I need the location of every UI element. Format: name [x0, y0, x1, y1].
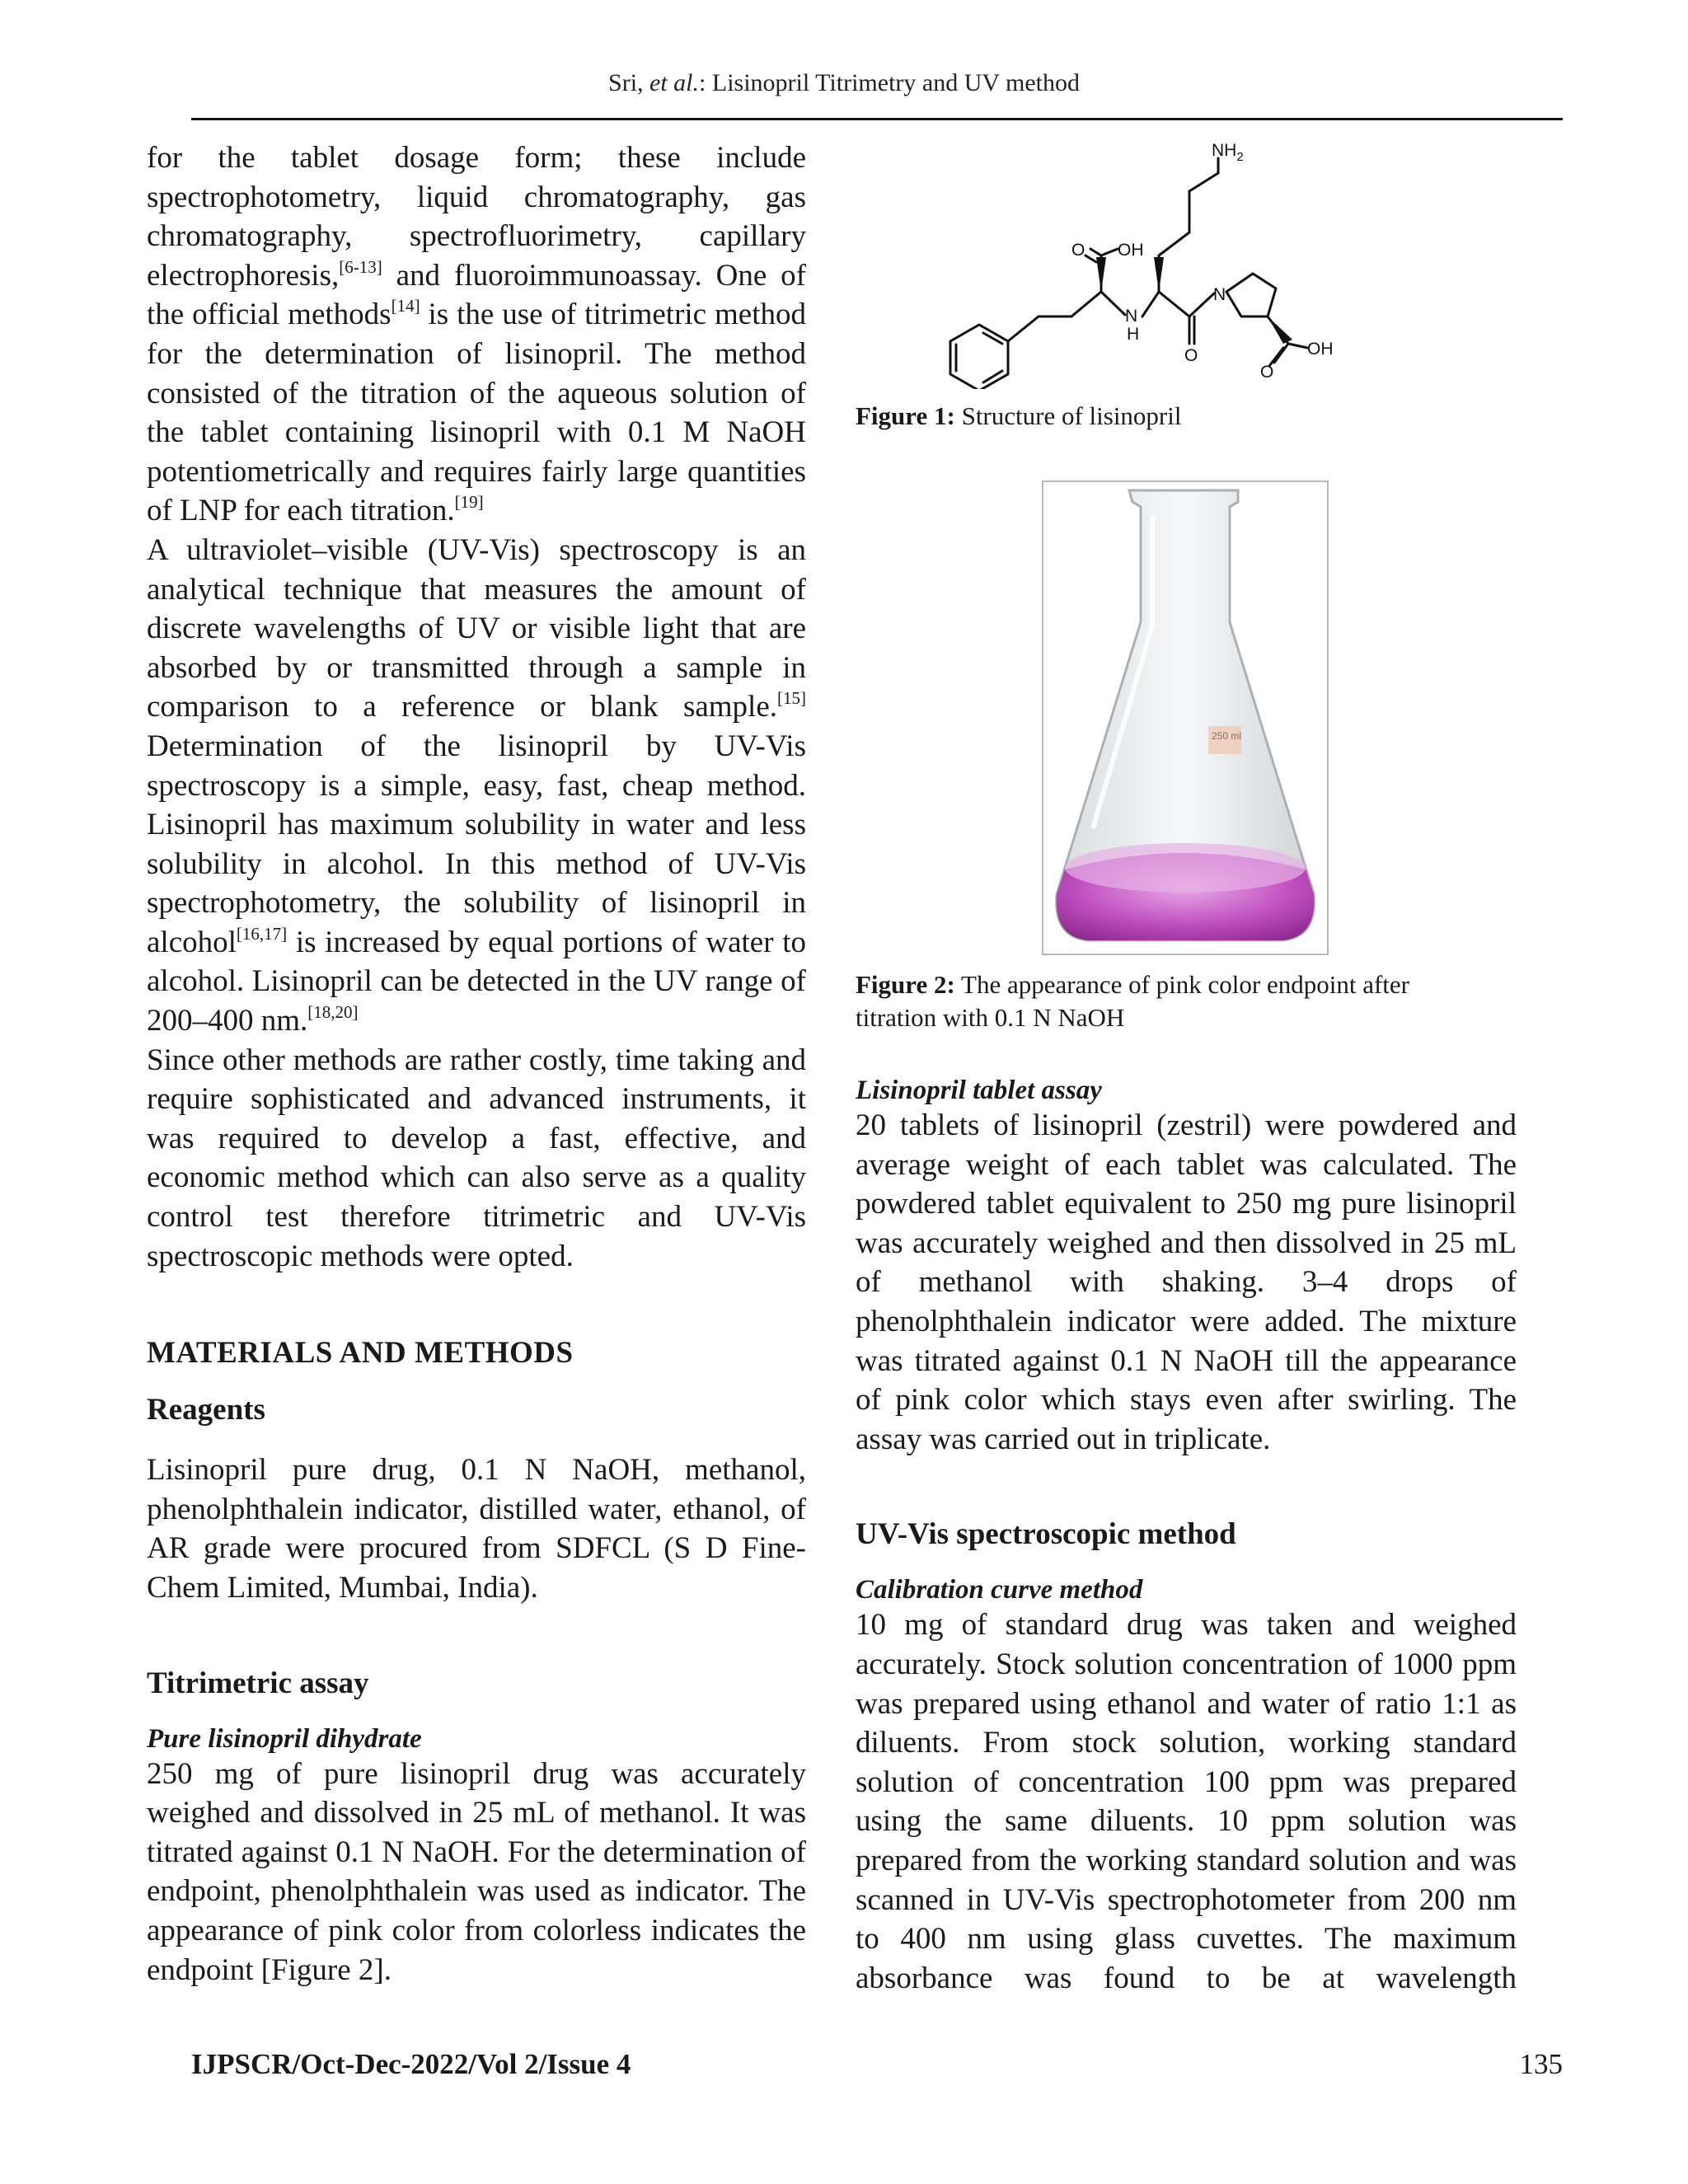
running-head	[0, 69, 1688, 97]
atom-oh: OH	[1307, 340, 1334, 359]
citation: [19]	[454, 492, 484, 513]
flask-illustration	[1043, 482, 1327, 954]
figure-1-structure	[856, 142, 1432, 389]
p1-text-a: for the tablet dosage form; these include spectrophotometry, liquid chromatography, gas chromatography, spectrofluorimetry, capillary electrophoresis,	[147, 141, 806, 293]
intro-paragraph-3: Since other methods are rather costly, time taking and require sophisticated and advanced instruments, it was required to develop a fast, effective, and economic method which can also serve as a quality control test therefore titrimetric and UV-Vis spectroscopic methods were opted.	[147, 1043, 806, 1273]
pyrrolidine-ring	[1226, 274, 1276, 316]
header-title: : Lisinopril Titrimetry and UV method	[699, 69, 1080, 96]
header-author: Sri,	[608, 69, 644, 96]
right-column	[856, 1076, 1517, 1998]
subsection-heading-titrimetric: Titrimetric assay	[147, 1666, 369, 1700]
atom-oh: OH	[1118, 241, 1144, 260]
subsubsection-heading-pure: Pure lisinopril dihydrate	[147, 1723, 422, 1754]
subsubsection-heading-tablet: Lisinopril tablet assay	[856, 1076, 1102, 1105]
calibration-paragraph: 10 mg of standard drug was taken and weighed accurately. Stock solution concentration of 1000 ppm was prepared using ethanol and water of ratio 1:1 as diluents. From stock solution, working standard solution of concentration 100 ppm was prepared using the same diluents. 10 ppm solution was prepared from the working standard solution and was scanned in UV-Vis spectrophotometer from 200 nm to 400 nm using glass cuvettes. The maximum absorbance was found to be at wavelength	[856, 1608, 1517, 1995]
footer-journal: IJPSCR/Oct-Dec-2022/Vol 2/Issue 4	[191, 2048, 631, 2080]
figure-2-label: Figure 2:	[856, 970, 955, 999]
page-number: 135	[1519, 2048, 1563, 2080]
intro-paragraph-1	[147, 138, 806, 531]
figure-2-photo	[1042, 480, 1329, 955]
subsection-heading-reagents: Reagents	[147, 1393, 265, 1427]
atom-o: O	[1071, 241, 1085, 260]
figure-1-label: Figure 1:	[856, 401, 955, 430]
figure-2-caption-text: The appearance of pink color endpoint after titration with 0.1 N NaOH	[856, 970, 1409, 1032]
reagents-paragraph: Lisinopril pure drug, 0.1 N NaOH, methanol, phenolphthalein indicator, distilled water, ethanol, of AR grade were procured from SDFCL (S D Fine-Chem Limited, Mumbai, India).	[147, 1453, 806, 1605]
subsection-heading-uv: UV-Vis spectroscopic method	[856, 1517, 1236, 1552]
tablet-assay-paragraph: 20 tablets of lisinopril (zestril) were powdered and average weight of each tablet was calculated. The powdered tablet equivalent to 250 mg pure lisinopril was accurately weighed and then dissolved in 25 mL of methanol with shaking. 3–4 drops of phenolphthalein indicator were added. The mixture was titrated against 0.1 N NaOH till the appearance of pink color which stays even after swirling. The assay was carried out in triplicate.	[856, 1108, 1517, 1456]
p2-text-c: is increased by equal portions of water to alcohol. Lisinopril can be detected in the UV range of 200–400 nm.	[147, 925, 806, 1038]
pure-lisinopril-paragraph: 250 mg of pure lisinopril drug was accurately weighed and dissolved in 25 mL of methanol. It was titrated against 0.1 N NaOH. For the determination of endpoint, phenolphthalein was used as indicator. The appearance of pink color from colorless indicates the endpoint [Figure 2].	[147, 1756, 806, 1987]
section-heading-materials: MATERIALS AND METHODS	[147, 1336, 574, 1371]
header-etal: et al.	[649, 69, 700, 96]
left-column	[147, 138, 806, 1990]
figure-1-caption-text: Structure of lisinopril	[954, 401, 1182, 430]
atom-o: O	[1260, 363, 1274, 382]
atom-h: H	[1127, 325, 1140, 344]
p2-text-a: A ultraviolet–visible (UV-Vis) spectroscopy is an analytical technique that measures the amount of discrete wavelengths of UV or visible light that are absorbed by or transmitted through a sample in comparison to a reference or blank sample.	[147, 532, 806, 724]
citation: [6-13]	[339, 256, 382, 277]
atom-nh2: $NH_2$	[1212, 142, 1244, 164]
atom-o: O	[1184, 346, 1198, 365]
figure-1-caption	[856, 400, 1517, 433]
subsubsection-heading-calibration: Calibration curve method	[856, 1575, 1143, 1605]
citation: [15]	[777, 688, 806, 709]
citation: [16,17]	[236, 923, 288, 944]
citation: [18,20]	[307, 1002, 359, 1023]
atom-n: N	[1213, 285, 1226, 304]
flask-marking: 250 ml	[1212, 730, 1242, 742]
header-rule	[191, 118, 1563, 120]
p1-text-b: and fluoroimmunoassay. One of the official methods	[147, 258, 806, 332]
p1-text-c: is the use of titrimetric method for the determination of lisinopril. The method consisted of the titration of the aqueous solution of the tablet containing lisinopril with 0.1 M NaOH potentiometrically and requires fairly large quantities of LNP for each titration.	[147, 298, 807, 528]
atom-n: N	[1125, 307, 1138, 326]
p2-text-b: Determination of the lisinopril by UV-Vis spectroscopy is a simple, easy, fast, cheap method. Lisinopril has maximum solubility in water and less solubility in alcohol. In this method of UV-Vis spectrophotometry, the solubility of lisinopril in alcohol	[147, 729, 806, 959]
figure-2-caption	[856, 968, 1482, 1034]
benzene-ring	[950, 325, 1008, 389]
intro-paragraph-2	[147, 531, 806, 1041]
citation: [14]	[391, 296, 420, 316]
